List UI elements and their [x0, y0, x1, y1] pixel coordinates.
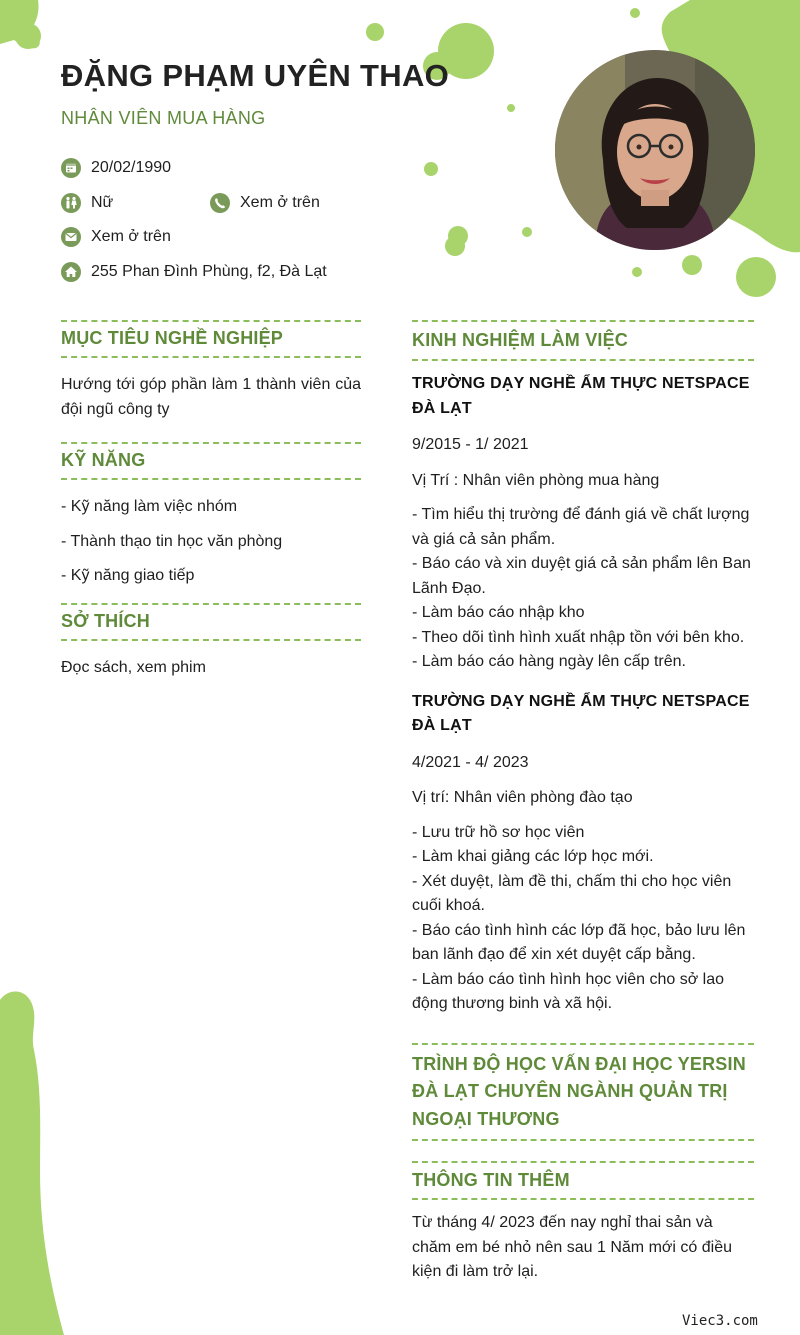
calendar-icon: [61, 158, 81, 178]
birthday-row: [61, 158, 171, 178]
email-value: Xem ở trên: [91, 228, 171, 245]
home-icon: [61, 262, 81, 282]
skills-list: [61, 495, 361, 589]
skill-item: - Kỹ năng giao tiếp: [61, 567, 195, 584]
email-row: [61, 227, 171, 247]
duty-item: - Lưu trữ hồ sơ học viên: [412, 823, 585, 841]
profile-photo: [555, 50, 755, 250]
skill-item: - Thành thạo tin học văn phòng: [61, 532, 283, 550]
duty-item: - Theo dõi tình hình xuất nhập tồn với bên kho.: [412, 628, 745, 646]
duty-item: - Báo cáo và xin duyệt giá cả sản phẩm lên Ban Lãnh Đạo.: [412, 555, 751, 597]
duty-item: - Xét duyệt, làm đề thi, chấm thi cho học viên cuối khoá.: [412, 872, 732, 914]
duty-item: - Tìm hiểu thị trường để đánh giá về chất lượng và giá cả sản phẩm.: [412, 506, 750, 548]
right-column: [412, 320, 754, 1285]
job-position: Vị Trí : Nhân viên phòng mua hàng: [412, 471, 660, 489]
company-name: TRƯỜNG DẠY NGHỀ ẨM THỰC NETSPACE ĐÀ LẠT: [412, 375, 750, 417]
additional-info-text: Từ tháng 4/ 2023 đến nay nghỉ thai sản và chăm em bé nhỏ nên sau 1 Năm mới có điều kiện đi làm trở lại.: [412, 1214, 732, 1280]
duty-item: - Làm báo cáo hàng ngày lên cấp trên.: [412, 653, 686, 670]
address-row: [61, 262, 327, 282]
job-entry: [412, 690, 754, 1017]
gender-value: Nữ: [91, 194, 114, 211]
duty-item: - Làm báo cáo tình hình học viên cho sở lao động thương binh và xã hội.: [412, 970, 725, 1012]
job-title: NHÂN VIÊN MUA HÀNG: [61, 108, 266, 128]
skill-item: - Kỹ năng làm việc nhóm: [61, 498, 238, 515]
candidate-name: ĐẶNG PHẠM UYÊN THAO: [61, 58, 450, 93]
gender-icon: [61, 193, 81, 213]
duty-item: - Báo cáo tình hình các lớp đã học, bảo lưu lên ban lãnh đạo để xin xét duyệt cấp bằng.: [412, 921, 746, 963]
hobbies-heading: SỞ THÍCH: [61, 603, 361, 641]
company-name: TRƯỜNG DẠY NGHỀ ẨM THỰC NETSPACE ĐÀ LẠT: [412, 692, 750, 734]
objective-heading: MỤC TIÊU NGHỀ NGHIỆP: [61, 320, 361, 358]
address-value: 255 Phan Đình Phùng, f2, Đà Lạt: [91, 263, 327, 280]
job-period: 4/2021 - 4/ 2023: [412, 753, 529, 771]
left-column: [61, 320, 361, 680]
job-period: 9/2015 - 1/ 2021: [412, 436, 529, 453]
job-position: Vị trí: Nhân viên phòng đào tạo: [412, 789, 633, 806]
footer-brand: Viec3.com: [682, 1313, 758, 1329]
experience-heading: KINH NGHIỆM LÀM VIỆC: [412, 320, 754, 361]
email-icon: [61, 227, 81, 247]
job-entry: [412, 372, 754, 675]
job-duties: [412, 503, 754, 675]
phone-value: Xem ở trên: [240, 194, 320, 211]
birthday-value: 20/02/1990: [91, 159, 172, 176]
education-heading: TRÌNH ĐỘ HỌC VẤN ĐẠI HỌC YERSIN ĐÀ LẠT CHUYÊN NGÀNH QUẢN TRỊ NGOẠI THƯƠNG: [412, 1043, 754, 1142]
duty-item: - Làm báo cáo nhập kho: [412, 604, 585, 621]
objective-text: Hướng tới góp phần làm 1 thành viên của đội ngũ công ty: [61, 376, 361, 418]
duty-item: - Làm khai giảng các lớp học mới.: [412, 848, 654, 865]
additional-info-heading: THÔNG TIN THÊM: [412, 1161, 754, 1200]
job-duties: [412, 821, 754, 1017]
phone-icon: [210, 193, 230, 213]
skills-heading: KỸ NĂNG: [61, 442, 361, 480]
phone-row: [210, 193, 320, 213]
hobbies-text: Đọc sách, xem phim: [61, 658, 206, 676]
gender-row: [61, 193, 113, 213]
